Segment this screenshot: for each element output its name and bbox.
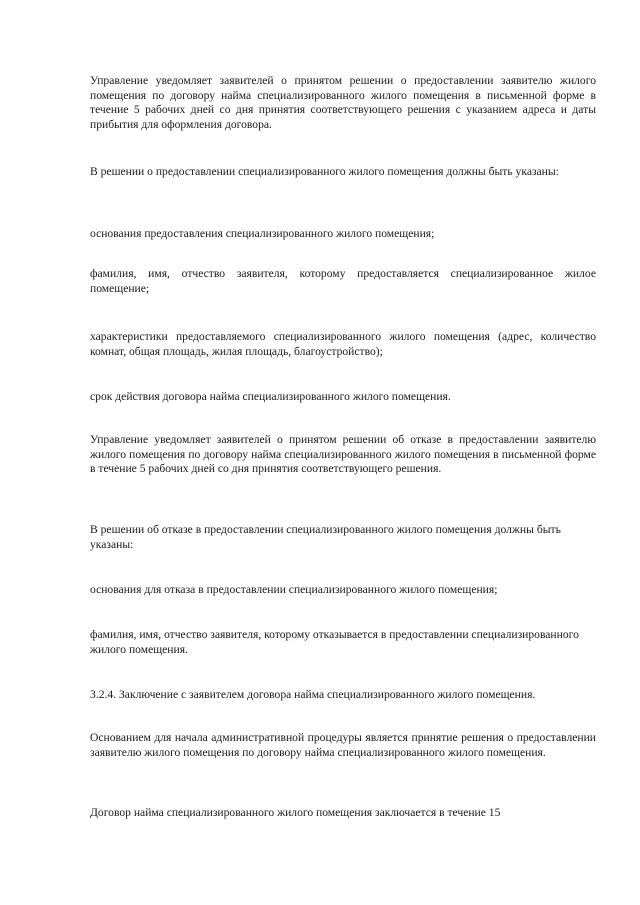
- paragraph-decision-must-contain: В решении о предоставлении специализированного жилого помещения должны быть указаны:: [90, 165, 559, 178]
- paragraph-refusal-must-contain: В решении об отказе в предоставлении специализированного жилого помещения должны быть указаны:: [90, 523, 561, 551]
- paragraph-procedure-basis: Основанием для начала административной процедуры является принятие решения о предоставлении заявителю жилого помещения по договору найма специализированного жилого помещения.: [90, 731, 596, 759]
- paragraph-notification-decision: Управление уведомляет заявителей о принятом решении о предоставлении заявителю жилого помещения по договору найма специализированного жилого помещения в письменной форме в течение 5 рабочих дней со дня принятия соответствующего решения с указанием адреса и даты прибытия для оформления договора.: [90, 74, 596, 131]
- paragraph-applicant-name-provided: фамилия, имя, отчество заявителя, которому предоставляется специализированное жилое помещение;: [90, 267, 596, 295]
- paragraph-notification-refusal: Управление уведомляет заявителей о принятом решении об отказе в предоставлении заявителю жилого помещения по договору найма специализированного жилого помещения в письменной форме в течение 5 рабочих дней со дня принятия соответствующего решения.: [90, 433, 596, 476]
- paragraph-grounds-for-provision: основания предоставления специализированного жилого помещения;: [90, 227, 435, 240]
- paragraph-contract-term: срок действия договора найма специализированного жилого помещения.: [90, 390, 451, 403]
- paragraph-grounds-for-refusal: основания для отказа в предоставлении специализированного жилого помещения;: [90, 583, 498, 596]
- paragraph-housing-characteristics: характеристики предоставляемого специализированного жилого помещения (адрес, количество комнат, общая площадь, жилая площадь, благоустройство);: [90, 330, 596, 358]
- section-heading-3-2-4: 3.2.4. Заключение с заявителем договора найма специализированного жилого помещения.: [90, 688, 536, 701]
- paragraph-contract-concluded: Договор найма специализированного жилого помещения заключается в течение 15: [90, 806, 501, 819]
- paragraph-applicant-name-refused: фамилия, имя, отчество заявителя, которому отказывается в предоставлении специализированного жилого помещения.: [90, 628, 579, 656]
